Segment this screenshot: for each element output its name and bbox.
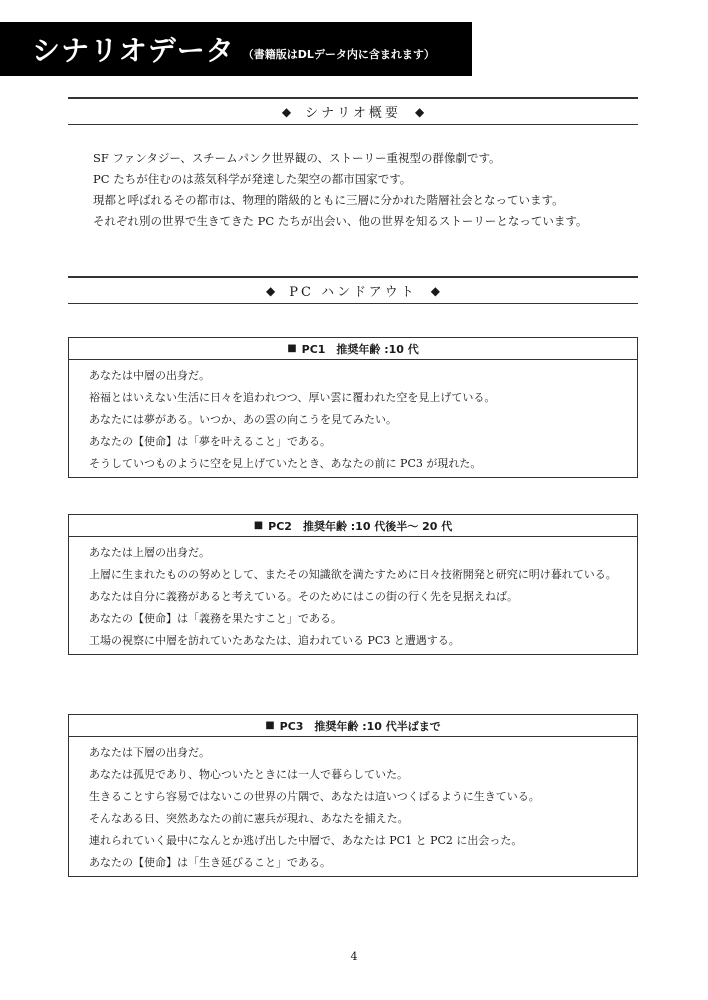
diamond-icon: ◆ — [414, 104, 425, 119]
section-heading-text: PC ハンドアウト — [289, 285, 417, 300]
handout-line: 上層に生まれたものの努めとして、またその知識欲を満たすために日々技術開発と研究に明け暮れている。 — [89, 568, 617, 581]
diamond-icon: ◆ — [266, 283, 276, 298]
handout-line: あなたは上層の出身だ。 — [89, 546, 210, 559]
handout-line: あなたは下層の出身だ。 — [89, 746, 210, 759]
title-banner — [0, 22, 472, 76]
handout-line: あなたは自分に義務があると考えている。そのためにはこの街の行く先を見据えねば。 — [89, 590, 518, 603]
handout-line: あなたの【使命】は「義務を果たすこと」である。 — [89, 612, 342, 625]
pc3-handout-box — [68, 714, 638, 877]
page-title: シナリオデータ — [32, 34, 235, 67]
pc2-title: PC2 推奨年齢 :10 代後半～ 20 代 — [268, 519, 453, 533]
overview-line: 現都と呼ばれるその都市は、物理的階級的ともに三層に分かれた階層社会となっています。 — [93, 193, 564, 207]
overview-line: それぞれ別の世界で生きてきた PC たちが出会い、他の世界を知るストーリーとなっています。 — [93, 214, 588, 228]
diamond-icon: ◆ — [281, 104, 292, 119]
overview-line: SF ファンタジー、スチームパンク世界観の、ストーリー重視型の群像劇です。 — [93, 151, 501, 165]
square-icon: ■ — [287, 343, 297, 354]
pc3-body — [69, 737, 637, 876]
handout-line: 工場の視察に中層を訪れていたあなたは、追われている PC3 と遭遇する。 — [89, 634, 460, 647]
pc1-header — [69, 338, 637, 360]
section-heading-handout — [68, 276, 638, 304]
handout-line: あなたの【使命】は「夢を叶えること」である。 — [89, 435, 331, 448]
handout-line: 裕福とはいえない生活に日々を追われつつ、厚い雲に覆われた空を見上げている。 — [89, 391, 496, 404]
handout-line: あなたには夢がある。いつか、あの雲の向こうを見てみたい。 — [89, 413, 397, 426]
square-icon: ■ — [253, 520, 264, 531]
overview-line: PC たちが住むのは蒸気科学が発達した架空の都市国家です。 — [93, 172, 412, 186]
pc3-title: PC3 推奨年齢 :10 代半ばまで — [279, 719, 441, 733]
handout-line: そんなある日、突然あなたの前に憲兵が現れ、あなたを捕えた。 — [89, 812, 409, 825]
section-heading-overview — [68, 97, 638, 125]
handout-line: あなたは中層の出身だ。 — [89, 369, 210, 382]
handout-line: そうしていつものように空を見上げていたとき、あなたの前に PC3 が現れた。 — [89, 457, 482, 470]
page-number: 4 — [350, 950, 358, 963]
pc2-header — [69, 515, 637, 537]
pc1-body — [69, 360, 637, 477]
section-heading-text: シナリオ概要 — [305, 106, 401, 121]
pc1-title: PC1 推奨年齢 :10 代 — [301, 342, 419, 356]
pc2-body — [69, 537, 637, 654]
pc2-handout-box — [68, 514, 638, 655]
overview-text — [93, 148, 638, 232]
handout-line: あなたの【使命】は「生き延びること」である。 — [89, 856, 331, 869]
handout-line: 生きることすら容易ではないこの世界の片隅で、あなたは這いつくばるように生きている。 — [89, 790, 540, 803]
pc3-header — [69, 715, 637, 737]
handout-line: 連れられていく最中になんとか逃げ出した中層で、あなたは PC1 と PC2 に出会った。 — [89, 834, 523, 847]
square-icon: ■ — [265, 720, 275, 731]
diamond-icon: ◆ — [430, 283, 440, 298]
pc1-handout-box — [68, 337, 638, 478]
handout-line: あなたは孤児であり、物心ついたときには一人で暮らしていた。 — [89, 768, 408, 781]
page-subtitle: （書籍版はDLデータ内に含まれます） — [242, 48, 435, 61]
